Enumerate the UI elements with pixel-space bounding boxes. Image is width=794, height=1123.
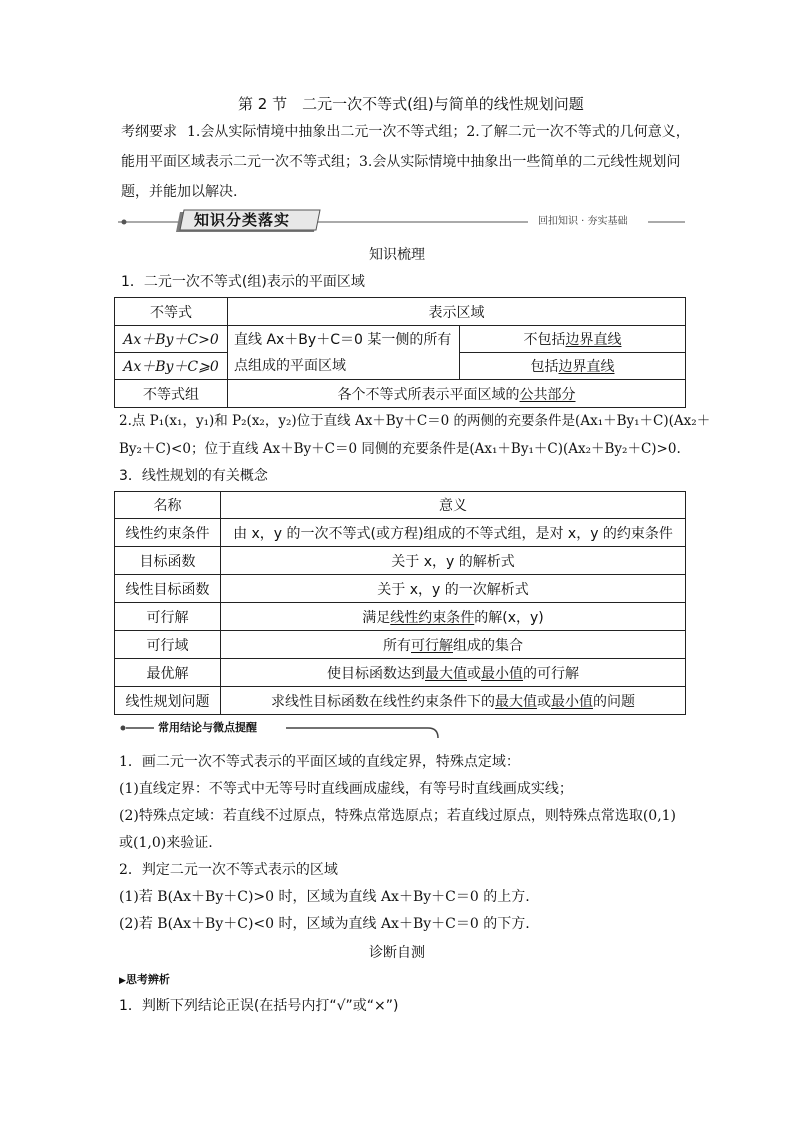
question-1: 1．判断下列结论正误(在括号内打“√”或“×”) <box>119 998 399 1014</box>
table1-row2-boundary <box>460 353 686 380</box>
table2-row-meaning <box>221 687 686 715</box>
item-2-line-1: 2.点 P₁(x₁，y₁)和 P₂(x₂，y₂)位于直线 Ax＋By＋C＝0 的两侧的充要条件是(Ax₁＋By₁＋C)(Ax₂＋ <box>119 413 711 429</box>
table-row <box>115 575 686 603</box>
table-row <box>115 687 686 715</box>
table2-row-name: 最优解 <box>115 659 221 687</box>
banner-title: 知识分类落实 <box>194 211 291 229</box>
table1-region-line1: 直线 Ax＋By＋C＝0 某一侧的所有 <box>234 331 452 348</box>
meaning-underlined-2: 最小值 <box>551 693 593 710</box>
table-row <box>115 631 686 659</box>
requirements-line-2: 能用平面区域表示二元一次不等式组；3.会从实际情境中抽象出一些简单的二元线性规划问 <box>121 154 681 170</box>
table-row <box>115 547 686 575</box>
table1-row1-boundary-prefix: 不包括 <box>523 332 566 348</box>
tips-p1: 1．画二元一次不等式表示的平面区域的直线定界，特殊点定域： <box>119 754 520 770</box>
table1-row3-prefix: 各个不等式所表示平面区域的 <box>337 386 520 403</box>
item-2-line-2: By₂＋C)<0；位于直线 Ax＋By＋C＝0 同侧的充要条件是(Ax₁＋By₁＋C)(Ax₂＋By₂＋C)>0. <box>119 441 681 457</box>
table1-row2-inequality: Ax＋By＋C⩾0 <box>115 353 228 380</box>
table2-row-name: 线性规划问题 <box>115 687 221 715</box>
table2-header-meaning: 意义 <box>221 492 686 519</box>
table2-row-name: 线性目标函数 <box>115 575 221 603</box>
table2-row-name: 可行域 <box>115 631 221 659</box>
meaning-text-after: 的可行解 <box>523 665 579 682</box>
table1-region-description <box>228 326 460 380</box>
meaning-text: 关于 x，y 的一次解析式 <box>377 581 529 598</box>
banner-right-text: 回扣知识 · 夯实基础 <box>538 216 628 227</box>
table1-row2-boundary-prefix: 包括 <box>530 359 559 375</box>
table1-header-inequality: 不等式 <box>115 298 228 326</box>
requirements-line-1 <box>121 122 690 142</box>
tips-p2: (1)直线定界：不等式中无等号时直线画成虚线，有等号时直线画成实线； <box>119 781 573 797</box>
table2-row-name: 线性约束条件 <box>115 519 221 547</box>
table1-row2-boundary-underlined: 边界直线 <box>558 359 615 375</box>
table1-row1-inequality: Ax＋By＋C>0 <box>115 326 228 353</box>
table1-region-line2: 点组成的平面区域 <box>234 357 346 374</box>
requirements-label: 考纲要求 <box>121 124 177 140</box>
meaning-text: 所有 <box>383 637 411 654</box>
meaning-underlined: 线性约束条件 <box>390 609 475 626</box>
table1-row3-system: 不等式组 <box>115 380 228 408</box>
table1-row3-underlined: 公共部分 <box>519 386 576 403</box>
table2-row-name: 目标函数 <box>115 547 221 575</box>
table2-row-meaning <box>221 519 686 547</box>
meaning-text: 满足 <box>362 609 391 626</box>
table2-row-meaning <box>221 603 686 631</box>
meaning-text: 使目标函数达到 <box>327 665 425 682</box>
table1-row1-boundary-underlined: 边界直线 <box>565 332 622 348</box>
item-1-heading: 1．二元一次不等式(组)表示的平面区域 <box>121 274 365 290</box>
meaning-text: 由 x，y 的一次不等式(或方程)组成的不等式组，是对 x，y 的约束条件 <box>233 525 673 542</box>
meaning-text: 关于 x，y 的解析式 <box>391 553 515 570</box>
meaning-text-after: 组成的集合 <box>453 637 523 654</box>
tips-p3: (2)特殊点定域：若直线不过原点，特殊点常选原点；若直线过原点，则特殊点常选取(0,1) <box>119 808 677 824</box>
meaning-underlined: 最大值 <box>495 693 537 710</box>
item-3-heading: 3．线性规划的有关概念 <box>119 468 268 484</box>
region-table <box>114 297 686 408</box>
table1-row3-common-region <box>228 380 686 408</box>
tips-heading: 常用结论与微点提醒 <box>158 721 257 734</box>
triangle-icon: ▶ <box>119 976 126 986</box>
table-row <box>115 659 686 687</box>
meaning-underlined: 可行解 <box>411 637 453 654</box>
knowledge-heading: 知识梳理 <box>369 247 425 263</box>
meaning-underlined-2: 最小值 <box>481 665 523 682</box>
table2-row-meaning <box>221 575 686 603</box>
table2-header-name: 名称 <box>115 492 221 519</box>
tips-p4: 或(1,0)来验证. <box>119 835 213 851</box>
table1-row1-boundary <box>460 326 686 353</box>
table2-row-name: 可行解 <box>115 603 221 631</box>
table2-row-meaning <box>221 659 686 687</box>
table2-row-meaning <box>221 547 686 575</box>
table2-row-meaning <box>221 631 686 659</box>
meaning-text-after: 的问题 <box>593 693 635 710</box>
table-row <box>115 603 686 631</box>
meaning-text-middle: 或 <box>537 693 551 710</box>
thinking-subheading-text: 思考辨析 <box>125 973 170 986</box>
page-title: 第 2 节 二元一次不等式(组)与简单的线性规划问题 <box>238 95 584 113</box>
section-banner <box>118 208 685 236</box>
linear-programming-table <box>114 491 686 715</box>
tips-p6: (1)若 B(Ax＋By＋C)>0 时，区域为直线 Ax＋By＋C＝0 的上方. <box>119 889 530 905</box>
table-row <box>115 519 686 547</box>
requirements-line-3: 题，并能加以解决. <box>121 184 238 200</box>
meaning-text-middle: 或 <box>467 665 481 682</box>
diagnosis-heading: 诊断自测 <box>369 945 425 961</box>
thinking-subheading <box>119 970 170 991</box>
tips-p5: 2．判定二元一次不等式表示的区域 <box>119 862 338 878</box>
tips-banner <box>118 720 448 744</box>
requirements-text-1: 1.会从实际情境中抽象出二元一次不等式组；2.了解二元一次不等式的几何意义， <box>187 124 690 140</box>
table1-header-region: 表示区域 <box>228 298 686 326</box>
meaning-underlined: 最大值 <box>425 665 467 682</box>
meaning-text: 求线性目标函数在线性约束条件下的 <box>271 693 495 710</box>
tips-p7: (2)若 B(Ax＋By＋C)<0 时，区域为直线 Ax＋By＋C＝0 的下方. <box>119 916 530 932</box>
meaning-text-after: 的解(x，y) <box>474 609 544 626</box>
